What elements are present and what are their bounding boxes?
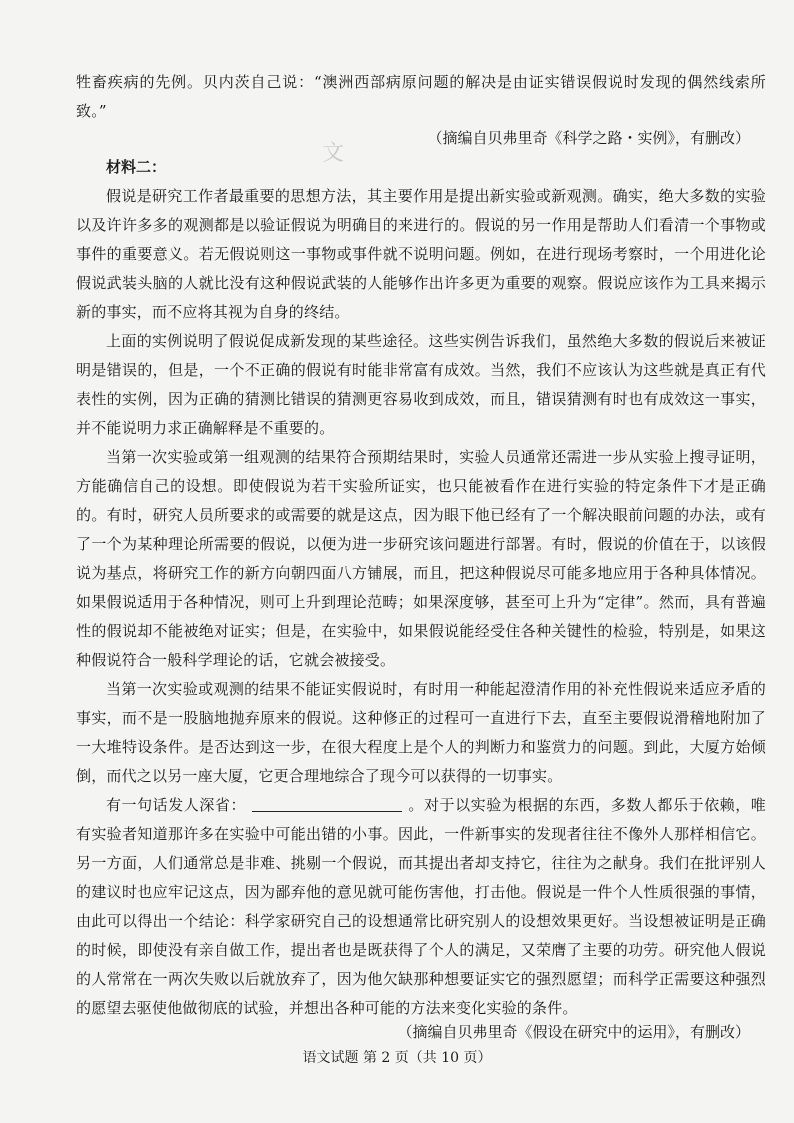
paragraph-5	[76, 791, 766, 1023]
paragraph-5-lead: 有一句话发人深省：	[106, 796, 247, 814]
material2-body	[76, 182, 766, 1023]
fill-in-blank[interactable]	[252, 795, 402, 812]
paragraph-4: 当第一次实验或观测的结果不能证实假说时，有时用一种能起澄清作用的补充性假说来适应矛盾的事实，而不是一股脑地抛弃原来的假说。这种修正的过程可一直进行下去，直至主要假说滑稽地附加了一大堆特设条件。是否达到这一步，在很大程度上是个人的判断力和鉴赏力的问题。到此，大厦方始倾倒，而代之以另一座大厦，它更合理地综合了现今可以获得的一切事实。	[76, 680, 766, 785]
watermark-stamp: 文	[322, 141, 345, 166]
material2-source: （摘编自贝弗里奇《假设在研究中的运用》，有删改）	[397, 1023, 750, 1041]
paragraph-3: 当第一次实验或第一组观测的结果符合预期结果时，实验人员通常还需进一步从实验上搜寻证明，方能确信自己的设想。即使假说为若干实验所证实，也只能被看作在进行实验的特定条件下才是正确的。有时，研究人员所要求的或需要的就是这点，因为眼下他已经有了一个解决眼前问题的办法，或有了一个为某种理论所需要的假说，以便为进一步研究该问题进行部署。有时，假说的价值在于，以该假说为基点，将研究工作的新方向朝四面八方铺展，而且，把这种假说尽可能多地应用于各种具体情况。如果假说适用于各种情况，则可上升到理论范畴；如果深度够，甚至可上升为“定律”。然而，具有普遍性的假说却不能被绝对证实；但是，在实验中，如果假说能经受住各种关键性的检验，特别是，如果这种假说符合一般科学理论的话，它就会被接受。	[76, 448, 766, 669]
material1-last-paragraph: 牲畜疾病的先例。贝内茨自己说：“澳洲西部病原问题的解决是由证实错误假说时发现的偶然线索所致。”	[76, 73, 766, 120]
material1-ending	[76, 68, 766, 126]
paragraph-1: 假说是研究工作者最重要的思想方法，其主要作用是提出新实验或新观测。确实，绝大多数的实验以及许许多多的观测都是以验证假说为明确目的来进行的。假说的另一作用是帮助人们看清一个事物或事件的重要意义。若无假说则这一事物或事件就不说明问题。例如，在进行现场考察时，一个用进化论假说武装头脑的人就比没有这种假说武装的人能够作出许多更为重要的观察。假说应该作为工具来揭示新的事实，而不应将其视为自身的终结。	[76, 187, 766, 321]
paragraph-2: 上面的实例说明了假说促成新发现的某些途径。这些实例告诉我们，虽然绝大多数的假说后来被证明是错误的，但是，一个不正确的假说有时能非常富有成效。当然，我们不应该认为这些就是真正有代表性的实例，因为正确的猜测比错误的猜测更容易收到成效，而且，错误猜测有时也有成效这一事实，并不能说明力求正确解释是不重要的。	[76, 332, 766, 437]
material1-source: （摘编自贝弗里奇《科学之路・实例》，有删改）	[427, 129, 750, 147]
page-footer: 语文试题 第 2 页（共 10 页）	[302, 1050, 492, 1066]
paragraph-5-rest: 。对于以实验为根据的东西，多数人都乐于依赖，唯有实验者知道那许多在实验中可能出错的小事。因此，一件新事实的发现者往往不像外人那样相信它。另一方面，人们通常总是非难、挑剔一个假说，而其提出者却支持它，往往为之献身。我们在批评别人的建议时也应牢记这点，因为鄙弃他的意见就可能伤害他，打击他。假说是一件个人性质很强的事情，由此可以得出一个结论：科学家研究自己的设想通常比研究别人的设想效果更好。当设想被证明是正确的时候，即使没有亲自做工作，提出者也是既获得了个人的满足，又荣膺了主要的功劳。研究他人假说的人常常在一两次失败以后就放弃了，因为他欠缺那种想要证实它的强烈愿望；而科学正需要这种强烈的愿望去驱使他做彻底的试验，并想出各种可能的方法来变化实验的条件。	[76, 796, 766, 1017]
material2-heading: 材料二：	[106, 158, 167, 176]
